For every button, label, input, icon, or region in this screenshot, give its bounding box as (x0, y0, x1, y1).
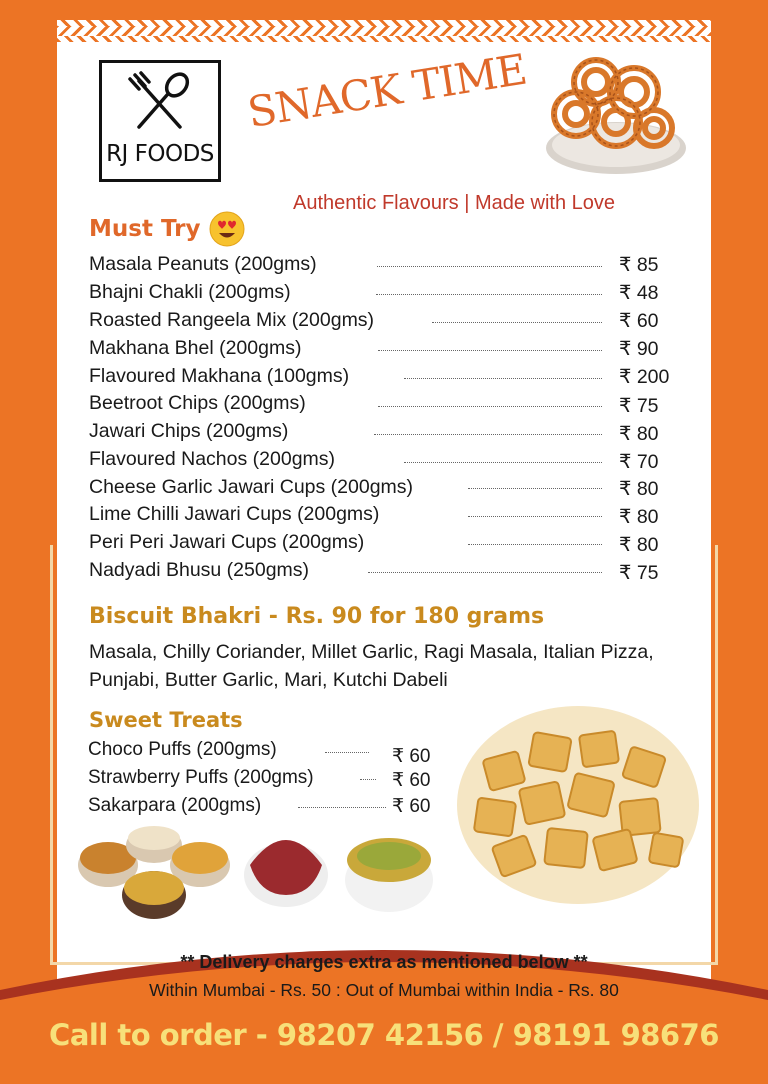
leader-dots (468, 488, 602, 489)
list-item: Peri Peri Jawari Cups (200gms) (89, 531, 365, 553)
leader-dots (376, 294, 602, 295)
item-price: ₹ 75 (619, 562, 659, 584)
chakli-image (536, 50, 686, 178)
list-item: Roasted Rangeela Mix (200gms) (89, 309, 375, 331)
decorative-border-pattern (57, 20, 711, 42)
leader-dots (378, 350, 602, 351)
list-item: Masala Peanuts (200gms) (89, 253, 317, 275)
leader-dots (368, 572, 602, 573)
item-price: ₹ 75 (619, 395, 659, 417)
list-item: Cheese Garlic Jawari Cups (200gms) (89, 476, 414, 498)
biscuit-bhakri-heading: Biscuit Bhakri - Rs. 90 for 180 grams (89, 604, 545, 629)
list-item: Choco Puffs (200gms) (88, 739, 277, 760)
item-price: ₹ 70 (619, 451, 659, 473)
item-price: ₹ 80 (619, 478, 659, 500)
tagline: Authentic Flavours | Made with Love (293, 192, 616, 214)
list-item: Beetroot Chips (200gms) (89, 392, 306, 414)
brand-name: RJ FOODS (106, 141, 214, 167)
leader-dots (432, 322, 602, 323)
item-price: ₹ 48 (619, 282, 659, 304)
item-price: ₹ 80 (619, 534, 659, 556)
sweet-treats-heading: Sweet Treats (89, 708, 243, 732)
item-price: ₹ 85 (619, 254, 659, 276)
list-item: Nadyadi Bhusu (250gms) (89, 559, 310, 581)
leader-dots (377, 266, 602, 267)
list-item: Makhana Bhel (200gms) (89, 337, 302, 359)
leader-dots (404, 462, 602, 463)
leader-dots (374, 434, 602, 435)
leader-dots (325, 752, 369, 753)
item-price: ₹ 60 (392, 746, 431, 767)
list-item: Strawberry Puffs (200gms) (88, 767, 314, 788)
snack-bowls-image (74, 820, 444, 925)
delivery-rates: Within Mumbai - Rs. 50 : Out of Mumbai within India - Rs. 80 (149, 980, 619, 1000)
list-item: Lime Chilli Jawari Cups (200gms) (89, 503, 380, 525)
item-price: ₹ 200 (619, 366, 670, 388)
fork-spoon-icon (125, 71, 195, 133)
list-item: Flavoured Nachos (200gms) (89, 448, 336, 470)
item-price: ₹ 60 (392, 770, 431, 791)
must-try-heading: Must Try (89, 216, 201, 242)
leader-dots (404, 378, 602, 379)
list-item: Flavoured Makhana (100gms) (89, 365, 350, 387)
item-price: ₹ 90 (619, 338, 659, 360)
footer-band (0, 920, 768, 1084)
item-price: ₹ 80 (619, 423, 659, 445)
list-item: Jawari Chips (200gms) (89, 420, 289, 442)
page-title: SNACK TIME (244, 44, 530, 137)
list-item: Sakarpara (200gms) (88, 795, 262, 816)
leader-dots (360, 779, 376, 780)
brand-logo (99, 60, 221, 182)
leader-dots (468, 516, 602, 517)
leader-dots (298, 807, 386, 808)
biscuit-bhakri-flavours: Masala, Chilly Coriander, Millet Garlic, Ragi Masala, Italian Pizza, Punjabi, Butter Garlic, Mari, Kutchi Dabeli (89, 641, 654, 691)
delivery-heading: ** Delivery charges extra as mentioned below ** (180, 952, 588, 972)
item-price: ₹ 80 (619, 506, 659, 528)
heart-eyes-emoji-icon (209, 211, 245, 247)
sakarpara-image (456, 705, 700, 905)
item-price: ₹ 60 (392, 796, 431, 817)
leader-dots (378, 406, 602, 407)
call-to-order: Call to order - 98207 42156 / 98191 98676 (49, 1018, 719, 1052)
item-price: ₹ 60 (619, 310, 659, 332)
list-item: Bhajni Chakli (200gms) (89, 281, 291, 303)
leader-dots (468, 544, 602, 545)
